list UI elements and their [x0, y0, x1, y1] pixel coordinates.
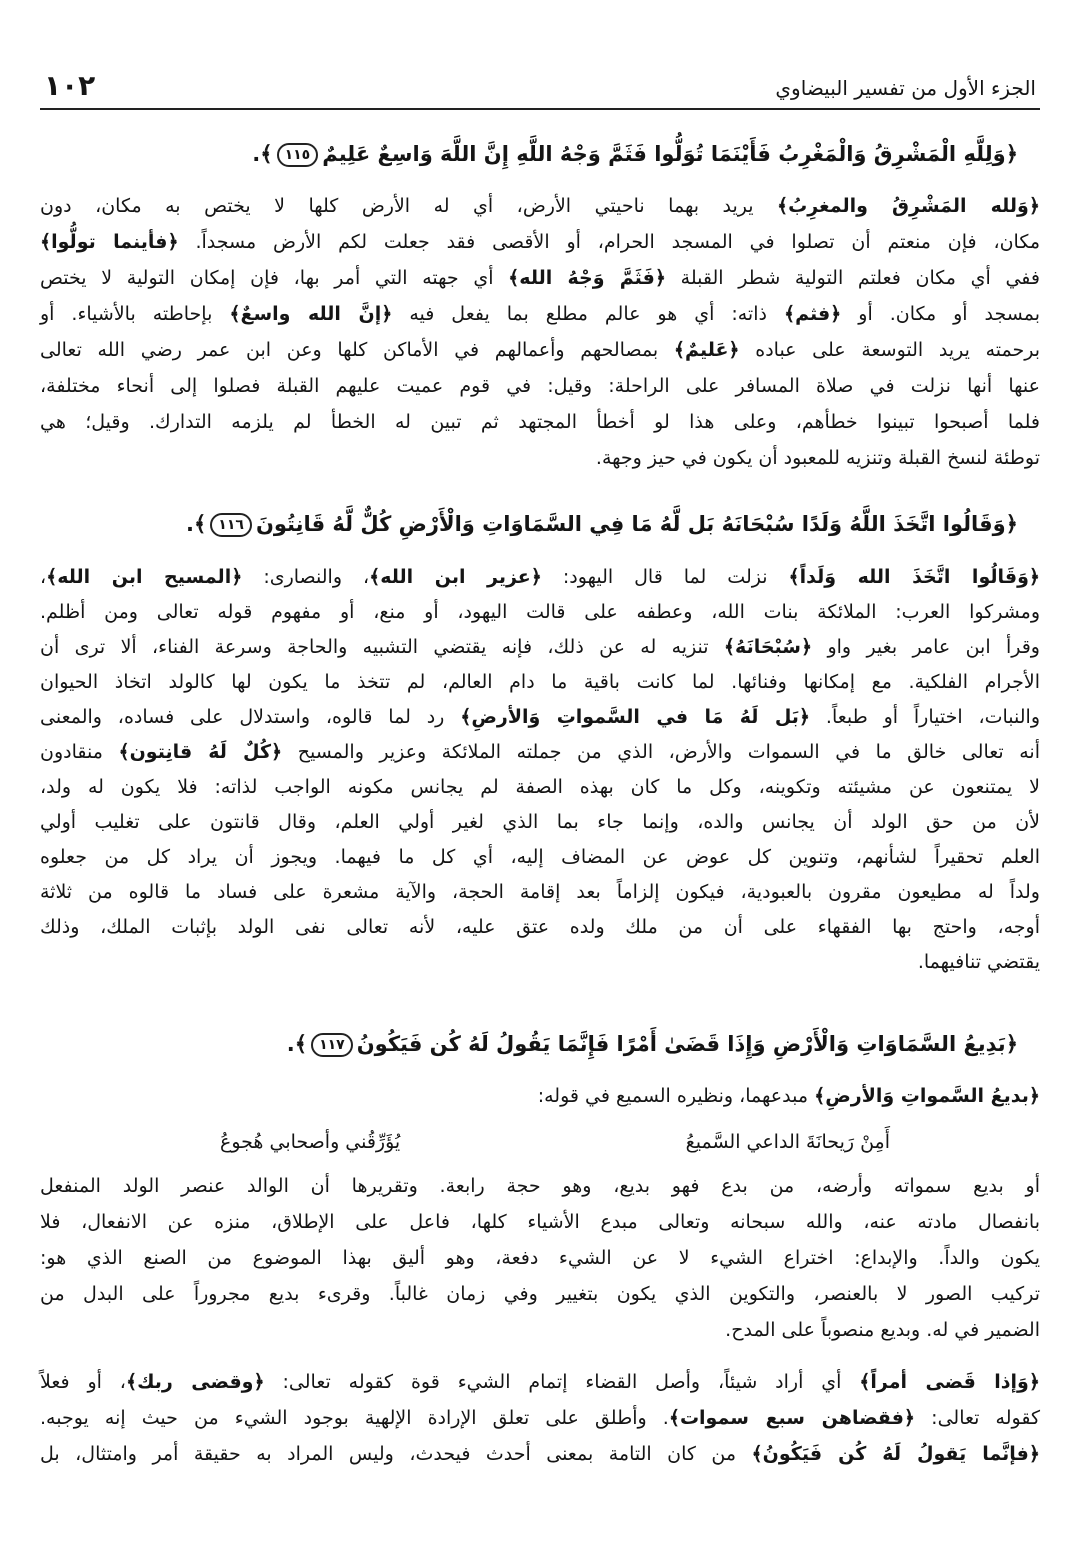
text-line: ولداً له مطيعون مقرون بالعبودية، فيكون إلزاماً بعد إقامة الحجة، والآية مشعرة على فساد ما قالوه من ثلاثة — [40, 881, 1040, 903]
quoted-term: ﴿وَقَالُوا اتَّخَذَ الله وَلَداً﴾ — [788, 566, 1041, 588]
quoted-term: ﴿فإنَّما يَقولُ لَهُ كُن فَيَكُونُ﴾ — [751, 1443, 1040, 1465]
text-line: ففي أي مكان فعلتم التولية شطر القبلة ﴿فَثَمَّ وَجْهُ الله﴾ أي جهته التي أمر بها، فإن إمكان التولية لا يختص — [40, 267, 1040, 289]
verse-number-marker: ١١٥ — [277, 143, 319, 167]
quoted-term: ﴿فثم﴾ — [783, 303, 842, 325]
quoted-term: ﴿فأينما تولُّوا﴾ — [40, 231, 179, 253]
text-line: ﴿وَإذا قَضى أمراً﴾ أي أراد شيئاً، وأصل القضاء إتمام الشيء قوة كقوله تعالى: ﴿وقضى ربك﴾، أو فعلاً — [40, 1371, 1041, 1393]
text-line: الأجرام الفلكية. مع إمكانها وفنائها. لما كانت باقية ما دام العالم، لم تتخذ ما يكون لها كالولد اتخاذ الحيوان — [40, 671, 1040, 693]
text-line: بانفصال مادته عنه، والله سبحانه وتعالى مبدع الأشياء كلها، فاعل على الإطلاق، منزه عن الانفعال، فلا — [40, 1211, 1040, 1233]
verse-number-marker: ١١٦ — [210, 513, 252, 537]
commentary-section — [40, 504, 1040, 980]
text-line: توطئة لنسخ القبلة وتنزيه للمعبود أن يكون في حيز وجهة. — [595, 447, 1040, 469]
text-line: أوجه، واحتج بها الفقهاء على أن من ملك ولده عتق عليه، لأنه تعالى نفى الولد بإثبات الملك، وذلك — [40, 916, 1040, 938]
text-line: ﴿وَقَالُوا اتَّخَذَ الله وَلَداً﴾ نزلت لما قال اليهود: ﴿عزير ابن الله﴾، والنصارى: ﴿المسيح ابن الله﴾، — [40, 566, 1041, 588]
text-line: أنه تعالى خالق ما في السموات والأرض، الذي من جملته الملائكة وعزير والمسيح ﴿كُلٌ لَهُ قانِتون﴾ منقادون — [40, 741, 1040, 763]
commentary-paragraph — [40, 560, 1040, 980]
text-line: مكان، فإن منعتم أن تصلوا في المسجد الحرام، أو الأقصى فقد جعلت لكم الأرض مسجداً. ﴿فأينما تولُّوا﴾ — [40, 231, 1041, 253]
text-line: يقتضي تنافيهما. — [917, 951, 1040, 973]
commentary-paragraph — [40, 1168, 1040, 1348]
text-line: لا يمتنعون عن مشيئته وتكوينه، وكل ما كان بهذه الصفة لم يجانس مكونه الواجب لذاته: فلا يكون له ولد، — [40, 776, 1040, 798]
quoted-term: ﴿المسيح ابن الله﴾ — [46, 566, 243, 588]
text-line: ﴿بديعُ السَّمواتِ وَالأرضِ﴾ مبدعهما، ونظيره السميع في قوله: — [537, 1085, 1040, 1107]
text-line: والنبات، اختياراً أو طبعاً. ﴿بَل لَهُ مَا في السَّمواتِ وَالأرضِ﴾ رد لما قالوه، واستدلال على فساده، والمعنى — [40, 706, 1040, 728]
text-line: بمسجد أو مكان. أو ﴿فثم﴾ ذاته: أي هو عالم مطلع بما يفعل فيه ﴿إنَّ الله واسعٌ﴾ بإحاطته بالأشياء. أو — [40, 303, 1041, 325]
quoted-term: ﴿عزير ابن الله﴾ — [369, 566, 542, 588]
poem-hemistich: أَمِنْ رَيحانَةَ الداعي السَّميعُ — [685, 1131, 890, 1153]
commentary-section — [40, 134, 1040, 476]
page-number: ١٠٢ — [44, 69, 96, 102]
text-line: لأن من حق الولد أن يجانس والده، وإنما جاء بما الذي لغير أولي العلم، وقال قانتون على تغليب أولي — [40, 811, 1040, 833]
commentary-paragraph — [40, 188, 1040, 476]
text-line: العلم تحقيراً لشأنهم، وتنوين كل عوض عن المضاف إليه، أي كل ما فيهما. ويجوز أن يراد كل من جعلوه — [40, 846, 1040, 868]
commentary-paragraph — [40, 1078, 1040, 1114]
text-line: ﴿وَلله المَشْرِقُ والمغرِبُ﴾ يريد بهما ناحيتي الأرض، أي له الأرض كلها لا يختص به مكان، دون — [40, 195, 1040, 217]
quoted-term: ﴿فَثَمَّ وَجْهُ الله﴾ — [508, 267, 666, 289]
quoted-term: ﴿إنَّ الله واسعٌ﴾ — [229, 303, 393, 325]
verse-closing-bracket: ﴾. — [186, 512, 207, 536]
poem-hemistich: يُؤَرِّقُني وأصحابي هُجوعُ — [220, 1131, 401, 1153]
text-line: ومشركوا العرب: الملائكة بنات الله، وعطفه على قالت اليهود، أو منع، أو مفهوم قوله تعالى ومن أظلم. — [40, 601, 1040, 623]
text-line: يكون والداً. والإبداع: اختراع الشيء لا عن الشيء دفعة، وهو أليق بهذا الموضوع من الصنع الذي هو: — [40, 1247, 1040, 1269]
quoted-term: ﴿وَإذا قَضى أمراً﴾ — [859, 1371, 1041, 1393]
text-line: أو بديع سمواته وأرضه، من بدع فهو بديع، وهو حجة رابعة. وتقريرها أن الوالد عنصر الولد المنفعل — [40, 1175, 1040, 1197]
page-body — [40, 134, 1040, 1472]
quran-verse — [40, 134, 1018, 174]
text-line: برحمته يريد التوسعة على عباده ﴿عَليمٌ﴾ بمصالحهم وأعمالهم في الأماكن كلها وعن ابن عمر رضي الله تعالى — [40, 339, 1041, 361]
quran-verse — [40, 504, 1018, 544]
quoted-term: ﴿سُبْحَانَهُ﴾ — [723, 636, 813, 658]
verse-number-marker: ١١٧ — [311, 1033, 353, 1057]
running-title: الجزء الأول من تفسير البيضاوي — [775, 76, 1036, 100]
quoted-term: ﴿بديعُ السَّمواتِ وَالأرضِ﴾ — [814, 1085, 1040, 1107]
poetry-verse — [40, 1122, 1040, 1162]
verse-closing-bracket: ﴾. — [252, 142, 273, 166]
text-line: كقوله تعالى: ﴿فقضاهن سبع سموات﴾. وأطلق على تعلق الإرادة الإلهية بوجود الشيء من حيث إنه يوجبه. — [40, 1407, 1040, 1429]
text-line: فلما أصبحوا تبينوا خطأهم، وعلى هذا لو أخطأ المجتهد ثم تبين له الخطأ لم يلزمه التدارك. وقيل؛ هي — [40, 411, 1040, 433]
quoted-term: ﴿وقضى ربك﴾ — [125, 1371, 265, 1393]
page-header — [40, 62, 1040, 110]
text-line: وقرأ ابن عامر بغير واو ﴿سُبْحَانَهُ﴾ تنزيه له عن ذلك، فإنه يقتضي التشبيه والحاجة وسرعة الفناء، ألا ترى أن — [40, 636, 1040, 658]
commentary-paragraph — [40, 1364, 1040, 1472]
quran-verse — [40, 1024, 1018, 1064]
text-line: الضمير في له. وبديع منصوباً على المدح. — [725, 1319, 1040, 1341]
text-line: ﴿فإنَّما يَقولُ لَهُ كُن فَيَكُونُ﴾ من كان التامة بمعنى أحدث فيحدث، وليس المراد به حقيقة أمر وامتثال، بل — [40, 1443, 1040, 1465]
text-line: عنها أنها نزلت في صلاة المسافر على الراحلة: وقيل: في قوم عميت عليهم القبلة فصلوا إلى أنحاء مختلفة، — [40, 375, 1040, 397]
verse-closing-bracket: ﴾. — [286, 1032, 308, 1056]
quoted-term: ﴿بَل لَهُ مَا في السَّمواتِ وَالأرضِ﴾ — [460, 706, 811, 728]
quoted-term: ﴿كُلٌ لَهُ قانِتون﴾ — [118, 741, 283, 763]
quoted-term: ﴿وَلله المَشْرِقُ والمغرِبُ﴾ — [777, 195, 1040, 217]
commentary-section — [40, 1024, 1040, 1472]
quoted-term: ﴿فقضاهن سبع سموات﴾ — [668, 1407, 916, 1429]
verse-text: ﴿وَلِلَّهِ الْمَشْرِقُ وَالْمَغْرِبُ فَأَيْنَمَا تُوَلُّوا فَثَمَّ وَجْهُ اللَّهِ إِنَّ اللَّهَ وَاسِعٌ عَلِيمٌ — [322, 142, 1018, 166]
verse-text: ﴿بَدِيعُ السَّمَاوَاتِ وَالْأَرْضِ وَإِذَا قَضَىٰ أَمْرًا فَإِنَّمَا يَقُولُ لَهُ كُن فَيَكُونُ — [356, 1032, 1018, 1056]
verse-text: ﴿وَقَالُوا اتَّخَذَ اللَّهُ وَلَدًا سُبْحَانَهُ بَل لَّهُ مَا فِي السَّمَاوَاتِ وَالْأَرْضِ كُلٌّ لَّهُ قَانِتُونَ — [255, 512, 1018, 536]
text-line: تركيب الصور لا بالعنصر، والتكوين الذي يكون بتغيير وفي زمان غالباً. وقرىء بديع مجروراً على البدل من — [40, 1283, 1040, 1305]
quoted-term: ﴿عَليمٌ﴾ — [673, 339, 740, 361]
